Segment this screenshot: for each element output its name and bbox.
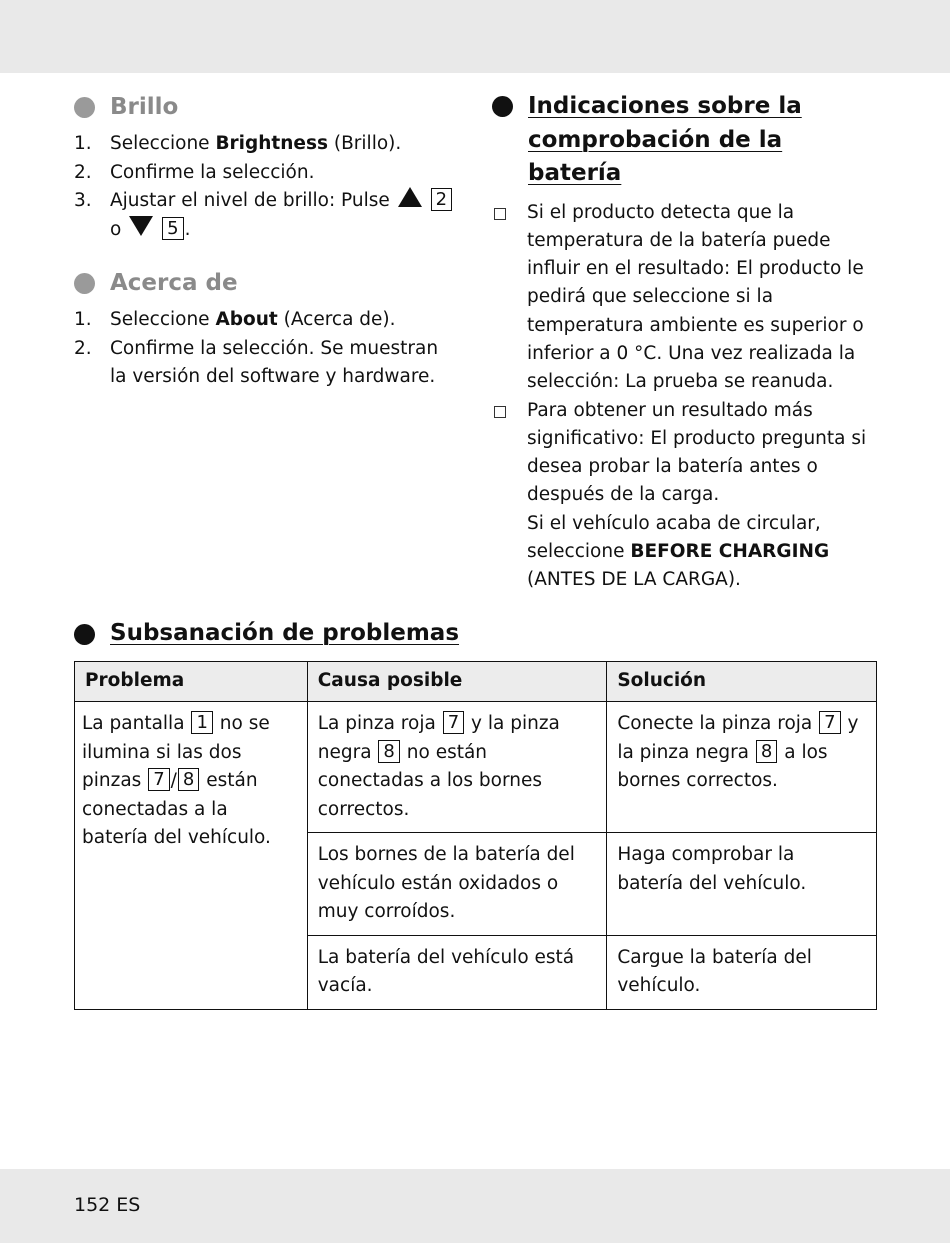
- bullet-dot-icon: [492, 96, 513, 117]
- triangle-up-icon: [398, 187, 422, 207]
- list-item: Si el producto detecta que la temperatura de la batería puede influir en el resultado: El producto le pedirá que seleccione si la temperatura ambiente es superior o inferior a 0 °C. Una vez realizada la selección: La prueba se reanuda.: [492, 199, 882, 397]
- list-item: 1. Seleccione About (Acerca de).: [74, 309, 396, 330]
- cause-cell: La batería del vehículo está vacía.: [307, 935, 607, 1009]
- key-reference: 1: [191, 711, 212, 734]
- checkbox-square-icon: [494, 406, 506, 418]
- top-band: [0, 0, 950, 73]
- acerca-steps: [74, 306, 454, 392]
- key-reference: 7: [443, 711, 464, 734]
- brillo-title: Brillo: [110, 94, 179, 120]
- key-reference: 8: [178, 768, 199, 791]
- list-item: 2. Confirme la selección.: [74, 161, 315, 183]
- list-item: 1. Seleccione Brightness (Brillo).: [74, 133, 402, 154]
- solution-cell: Cargue la batería del vehículo.: [607, 935, 877, 1009]
- key-reference: 8: [378, 740, 399, 763]
- brillo-heading: [74, 90, 454, 124]
- list-item: 3. Ajustar el nivel de brillo: Pulse 2 o 5 .: [74, 187, 454, 244]
- checkbox-square-icon: [494, 208, 506, 220]
- problem-cell: La pantalla 1 no se ilumina si las dos pinzas 7 / 8 están conectadas a la batería del vehículo.: [75, 702, 308, 1010]
- troubleshooting-title: Subsanación de problemas: [110, 620, 460, 646]
- solution-cell: Haga comprobar la batería del vehículo.: [607, 833, 877, 936]
- table-header-row: [75, 662, 877, 702]
- list-item: 2. Confirme la selección. Se muestran la versión del software y hardware.: [74, 337, 439, 387]
- key-reference: 5: [162, 217, 183, 240]
- triangle-down-icon: [129, 216, 153, 236]
- troubleshooting-heading: [74, 617, 459, 651]
- key-reference: 7: [148, 768, 169, 791]
- table-row: [75, 702, 877, 833]
- bateria-notes: [492, 199, 882, 595]
- cause-cell: Los bornes de la batería del vehículo están oxidados o muy corroídos.: [307, 833, 607, 936]
- bullet-dot-icon: [74, 273, 95, 294]
- bottom-band: [0, 1169, 950, 1243]
- bateria-heading: [492, 90, 882, 191]
- list-item: Para obtener un resultado más significativo: El producto pregunta si desea probar la batería antes o después de la carga. Si el vehículo acaba de circular, seleccione BEFORE CHARGING (ANTES DE LA CARGA).: [492, 397, 882, 595]
- page-number: 152 ES: [74, 1194, 141, 1216]
- bateria-title: Indicaciones sobre la comprobación de la batería: [528, 93, 802, 186]
- acerca-title: Acerca de: [110, 270, 238, 296]
- right-column: [492, 90, 882, 595]
- cause-cell: La pinza roja 7 y la pinza negra 8 no están conectadas a los bornes correctos.: [307, 702, 607, 833]
- key-reference: 8: [756, 740, 777, 763]
- bullet-dot-icon: [74, 97, 95, 118]
- bullet-dot-icon: [74, 624, 95, 645]
- column-header: Solución: [607, 662, 877, 702]
- key-reference: 2: [431, 188, 452, 211]
- brillo-steps: [74, 130, 454, 244]
- column-header: Causa posible: [307, 662, 607, 702]
- column-header: Problema: [75, 662, 308, 702]
- troubleshooting-table: [74, 661, 877, 1010]
- left-column: [74, 90, 454, 392]
- key-reference: 7: [819, 711, 840, 734]
- acerca-heading: [74, 266, 454, 300]
- solution-cell: Conecte la pinza roja 7 y la pinza negra 8 a los bornes correctos.: [607, 702, 877, 833]
